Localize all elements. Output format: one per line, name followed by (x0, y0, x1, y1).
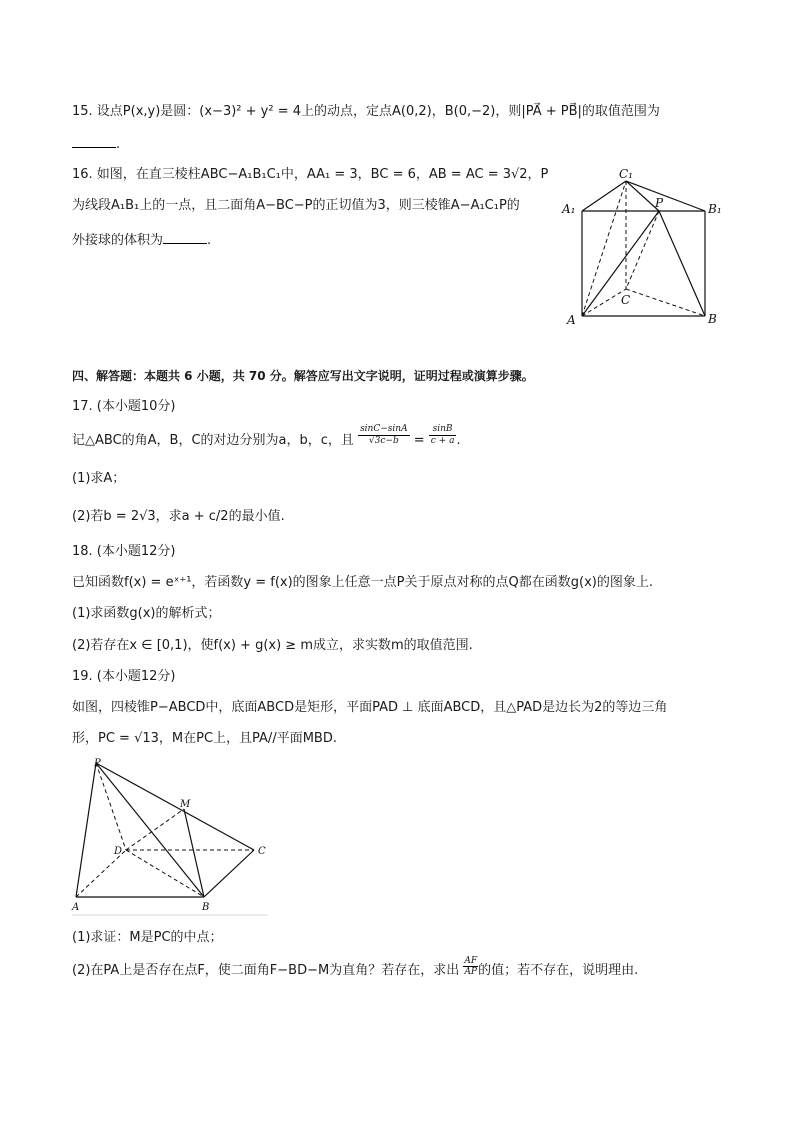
q18-part1: (1)求函数g(x)的解析式； (72, 606, 221, 621)
edge-D-M (126, 809, 184, 850)
q19-head: 19. (本小题12分) (72, 669, 176, 684)
pyramid-figure (68, 757, 273, 917)
fraction-1-denominator: √3c−b (368, 436, 399, 446)
q17-stem-end: . (456, 433, 461, 448)
edge-A-C1 (582, 181, 626, 316)
fraction-1 (358, 424, 410, 447)
q19-part2 (72, 956, 639, 980)
q15-answer-line (72, 133, 120, 154)
fraction-numerator: AF (464, 956, 478, 966)
edge-P-D (96, 763, 126, 850)
label-A1: A₁ (562, 202, 576, 216)
label-P: P (655, 196, 664, 210)
q17-stem-text: 记△ABC的角A，B，C的对边分别为a，b，c，且 (72, 433, 354, 448)
q17-head: 17. (本小题10分) (72, 399, 176, 414)
q17-part2: (2)若b = 2√3，求a + c/2的最小值. (72, 509, 285, 524)
edge-D-B (126, 850, 204, 897)
label-B: B (202, 902, 210, 913)
q16-line3 (72, 229, 211, 250)
q19-part2-end: 的值；若不存在，说明理由. (478, 963, 639, 978)
q18-head: 18. (本小题12分) (72, 544, 176, 559)
edge-A1-C1 (582, 181, 626, 211)
q17-stem (72, 424, 461, 450)
q16-line2: 为线段A₁B₁上的一点，且二面角A−BC−P的正切值为3，则三棱锥A−A₁C₁P的 (72, 198, 520, 213)
prism-figure (560, 165, 735, 330)
edge-A-D (76, 850, 126, 897)
answer-blank (72, 133, 116, 148)
answer-blank (163, 229, 207, 244)
q16-line3-text: 外接球的体积为 (72, 233, 164, 248)
label-C1: C₁ (619, 167, 633, 181)
q16-line3-end: . (207, 233, 212, 248)
edge-C1-B1 (626, 181, 705, 211)
edge-P-A (76, 763, 96, 897)
q18-stem: 已知函数f(x) = eˣ⁺¹，若函数y = f(x)的图象上任意一点P关于原点对称的点Q都在函数g(x)的图象上. (72, 575, 653, 590)
q18-part2: (2)若存在x ∈ [0,1)，使f(x) + g(x) ≥ m成立，求实数m的取值范围. (72, 638, 473, 653)
q16-line1: 16. 如图，在直三棱柱ABC−A₁B₁C₁中，AA₁ = 3，BC = 6，AB = AC = 3√2，P (72, 167, 549, 182)
edge-P-C (96, 763, 254, 850)
equals-sign: = (413, 433, 425, 448)
q15-end: . (116, 137, 121, 152)
q15-text: 15. 设点P(x,y)是圆：(x−3)² + y² = 4上的动点，定点A(0,2)，B(0,−2)，则|PA⃗ + PB⃗|的取值范围为 (72, 104, 660, 119)
fraction-denominator: AP (464, 967, 477, 977)
fraction-2 (429, 424, 457, 447)
edge-B-C (204, 850, 254, 897)
edge-P-B (96, 763, 204, 897)
edge-P-B (659, 211, 705, 316)
q19-stem2: 形，PC = √13，M在PC上，且PA//平面MBD. (72, 731, 337, 746)
q19-stem1: 如图，四棱锥P−ABCD中，底面ABCD是矩形，平面PAD ⊥ 底面ABCD，且△PAD是边长为2的等边三角 (72, 700, 668, 715)
q19-part1: (1)求证：M是PC的中点； (72, 930, 223, 945)
section-header: 四、解答题：本题共 6 小题，共 70 分。解答应写出文字说明，证明过程或演算步骤。 (72, 369, 534, 383)
q19-part2-text: (2)在PA上是否存在点F，使二面角F−BD−M为直角？若存在，求出 (72, 963, 460, 978)
label-C: C (258, 846, 266, 857)
label-A: A (72, 902, 80, 913)
label-A: A (567, 313, 576, 327)
label-D: D (114, 846, 123, 857)
edge-A-C (582, 289, 626, 316)
label-B: B (708, 312, 717, 326)
fraction-AF-AP (463, 956, 478, 977)
fraction-2-denominator: c + a (430, 436, 455, 446)
label-P: P (94, 758, 101, 769)
edge-C-B (626, 289, 705, 316)
label-C: C (621, 293, 631, 307)
label-M: M (180, 799, 191, 810)
q17-part1: (1)求A； (72, 471, 126, 486)
fraction-2-numerator: sinB (429, 424, 457, 436)
fraction-1-numerator: sinC−sinA (360, 424, 408, 434)
label-B1: B₁ (708, 202, 722, 216)
